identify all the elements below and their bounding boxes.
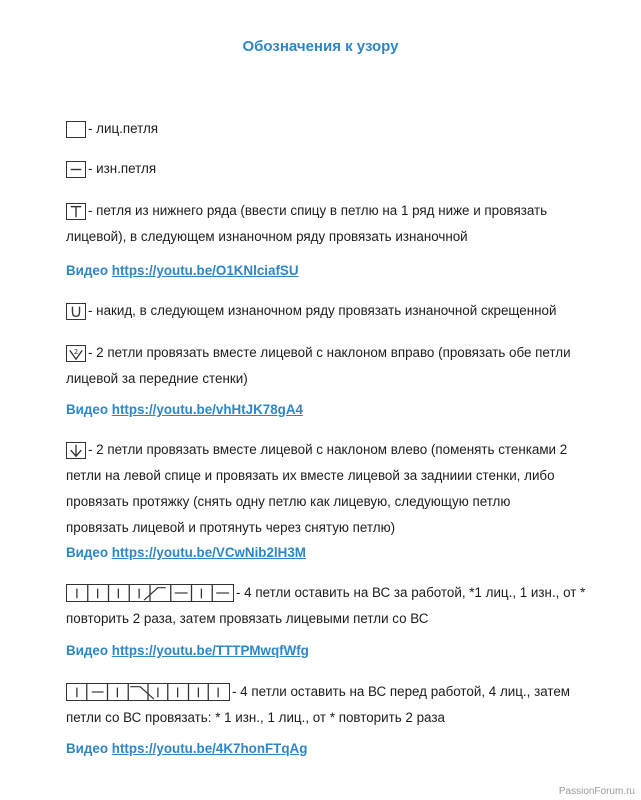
cable-front-description-2: петли со ВС провязать: * 1 изн., 1 лиц., от * повторить 2 раза	[66, 710, 445, 725]
k2tog-right-description-1: - 2 петли провязать вместе лицевой с наклоном вправо (провязать обе петли	[88, 345, 571, 360]
legend-yarn-over	[66, 298, 634, 324]
video-row-stitch-below	[66, 261, 299, 281]
yarn-over-description: - накид, в следующем изнаночном ряду провязать изнаночной скрещенной	[88, 303, 557, 318]
legend-purl	[66, 156, 634, 182]
k2tog-left-symbol	[66, 442, 86, 459]
watermark: PassionForum.ru	[558, 786, 635, 797]
video-link-k2tog-left[interactable]: https://youtu.be/VCwNib2lH3M	[111, 545, 306, 560]
svg-text:2: 2	[73, 346, 79, 356]
legend-k2tog-right	[66, 340, 634, 392]
k2tog-left-description-3: провязать протяжку (снять одну петлю как лицевую, следующую петлю	[66, 494, 511, 509]
video-link-stitch-below[interactable]: https://youtu.be/O1KNlciafSU	[111, 263, 299, 278]
knit-stitch-symbol	[66, 121, 86, 138]
video-link-k2tog-right[interactable]: https://youtu.be/vhHtJK78gA4	[111, 402, 303, 417]
video-label: Видео	[66, 263, 109, 278]
cable-front-symbol	[66, 683, 230, 701]
cable-back-description-2: повторить 2 раза, затем провязать лицевыми петли со ВС	[66, 611, 429, 626]
k2tog-left-description-2: петли на левой спице и провязать их вместе лицевой за задниии стенки, либо	[66, 468, 555, 483]
k2tog-left-description-1: - 2 петли провязать вместе лицевой с наклоном влево (поменять стенками 2	[88, 442, 568, 457]
stitch-below-description-1: - петля из нижнего ряда (ввести спицу в петлю на 1 ряд ниже и провязать	[88, 203, 548, 218]
video-row-cable-back	[66, 641, 309, 661]
video-label: Видео	[66, 643, 109, 658]
video-row-k2tog-right	[66, 400, 303, 420]
k2tog-left-description-4: провязать лицевой и протянуть через снятую петлю)	[66, 520, 396, 535]
stitch-below-symbol	[66, 203, 86, 220]
knit-description: - лиц.петля	[88, 121, 159, 136]
video-row-k2tog-left	[66, 543, 306, 563]
legend-knit	[66, 116, 634, 142]
legend-cable-front	[66, 679, 634, 731]
k2tog-right-symbol	[66, 345, 86, 362]
stitch-below-description-2: лицевой), в следующем изнаночном ряду провязать изнаночной	[66, 229, 468, 244]
cable-front-description-1: - 4 петли оставить на ВС перед работой, 4 лиц., затем	[232, 684, 571, 699]
legend-cable-back	[66, 580, 634, 632]
legend-k2tog-left	[66, 437, 634, 541]
page-title: Обозначения к узору	[242, 38, 399, 55]
purl-description: - изн.петля	[88, 161, 157, 176]
video-label: Видео	[66, 741, 109, 756]
video-link-cable-back[interactable]: https://youtu.be/TTTPMwqfWfg	[111, 643, 309, 658]
purl-stitch-symbol	[66, 161, 86, 178]
video-label: Видео	[66, 545, 109, 560]
cable-back-description-1: - 4 петли оставить на ВС за работой, *1 лиц., 1 изн., от *	[236, 585, 586, 600]
cable-back-symbol	[66, 584, 234, 602]
video-link-cable-front[interactable]: https://youtu.be/4K7honFTqAg	[111, 741, 308, 756]
video-label: Видео	[66, 402, 109, 417]
video-row-cable-front	[66, 739, 307, 759]
yarn-over-symbol	[66, 303, 86, 320]
k2tog-right-description-2: лицевой за передние стенки)	[66, 371, 248, 386]
legend-stitch-below	[66, 198, 634, 250]
